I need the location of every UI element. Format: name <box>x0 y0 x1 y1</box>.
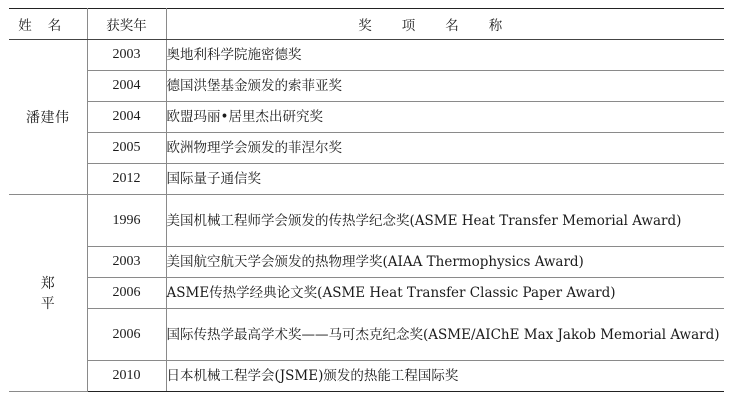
table-row <box>9 102 724 133</box>
table-row <box>9 309 724 361</box>
table-row <box>9 164 724 195</box>
table-row <box>9 247 724 278</box>
year-cell: 2006 <box>87 309 166 361</box>
award-cell: 国际传热学最高学术奖——马可杰克纪念奖(ASME/AIChE Max Jakob Memorial Award) <box>166 309 724 361</box>
award-cell: 日本机械工程学会(JSME)颁发的热能工程国际奖 <box>166 361 724 392</box>
table-row <box>9 71 724 102</box>
award-cell: 欧盟玛丽•居里杰出研究奖 <box>166 102 724 133</box>
award-cell: 奥地利科学院施密德奖 <box>166 40 724 71</box>
year-cell: 2012 <box>87 164 166 195</box>
table-row <box>9 133 724 164</box>
table-row <box>9 195 724 247</box>
award-cell: 欧洲物理学会颁发的菲涅尔奖 <box>166 133 724 164</box>
award-cell: 德国洪堡基金颁发的索菲亚奖 <box>166 71 724 102</box>
person-cell: 潘建伟 <box>9 40 87 195</box>
award-cell: ASME传热学经典论文奖(ASME Heat Transfer Classic Paper Award) <box>166 278 724 309</box>
header-year: 获奖年 <box>87 9 166 40</box>
year-cell: 2006 <box>87 278 166 309</box>
header-row <box>9 9 724 40</box>
year-cell: 2010 <box>87 361 166 392</box>
award-cell: 国际量子通信奖 <box>166 164 724 195</box>
table-row <box>9 278 724 309</box>
header-name: 姓名 <box>9 9 87 40</box>
year-cell: 1996 <box>87 195 166 247</box>
award-cell: 美国机械工程师学会颁发的传热学纪念奖(ASME Heat Transfer Memorial Award) <box>166 195 724 247</box>
header-award: 奖项名称 <box>166 9 724 40</box>
year-cell: 2004 <box>87 102 166 133</box>
person-cell: 郑平 <box>9 195 87 392</box>
year-cell: 2004 <box>87 71 166 102</box>
year-cell: 2003 <box>87 40 166 71</box>
table-row <box>9 40 724 71</box>
award-cell: 美国航空航天学会颁发的热物理学奖(AIAA Thermophysics Award) <box>166 247 724 278</box>
table-row <box>9 361 724 392</box>
year-cell: 2005 <box>87 133 166 164</box>
awards-table <box>9 8 724 392</box>
year-cell: 2003 <box>87 247 166 278</box>
